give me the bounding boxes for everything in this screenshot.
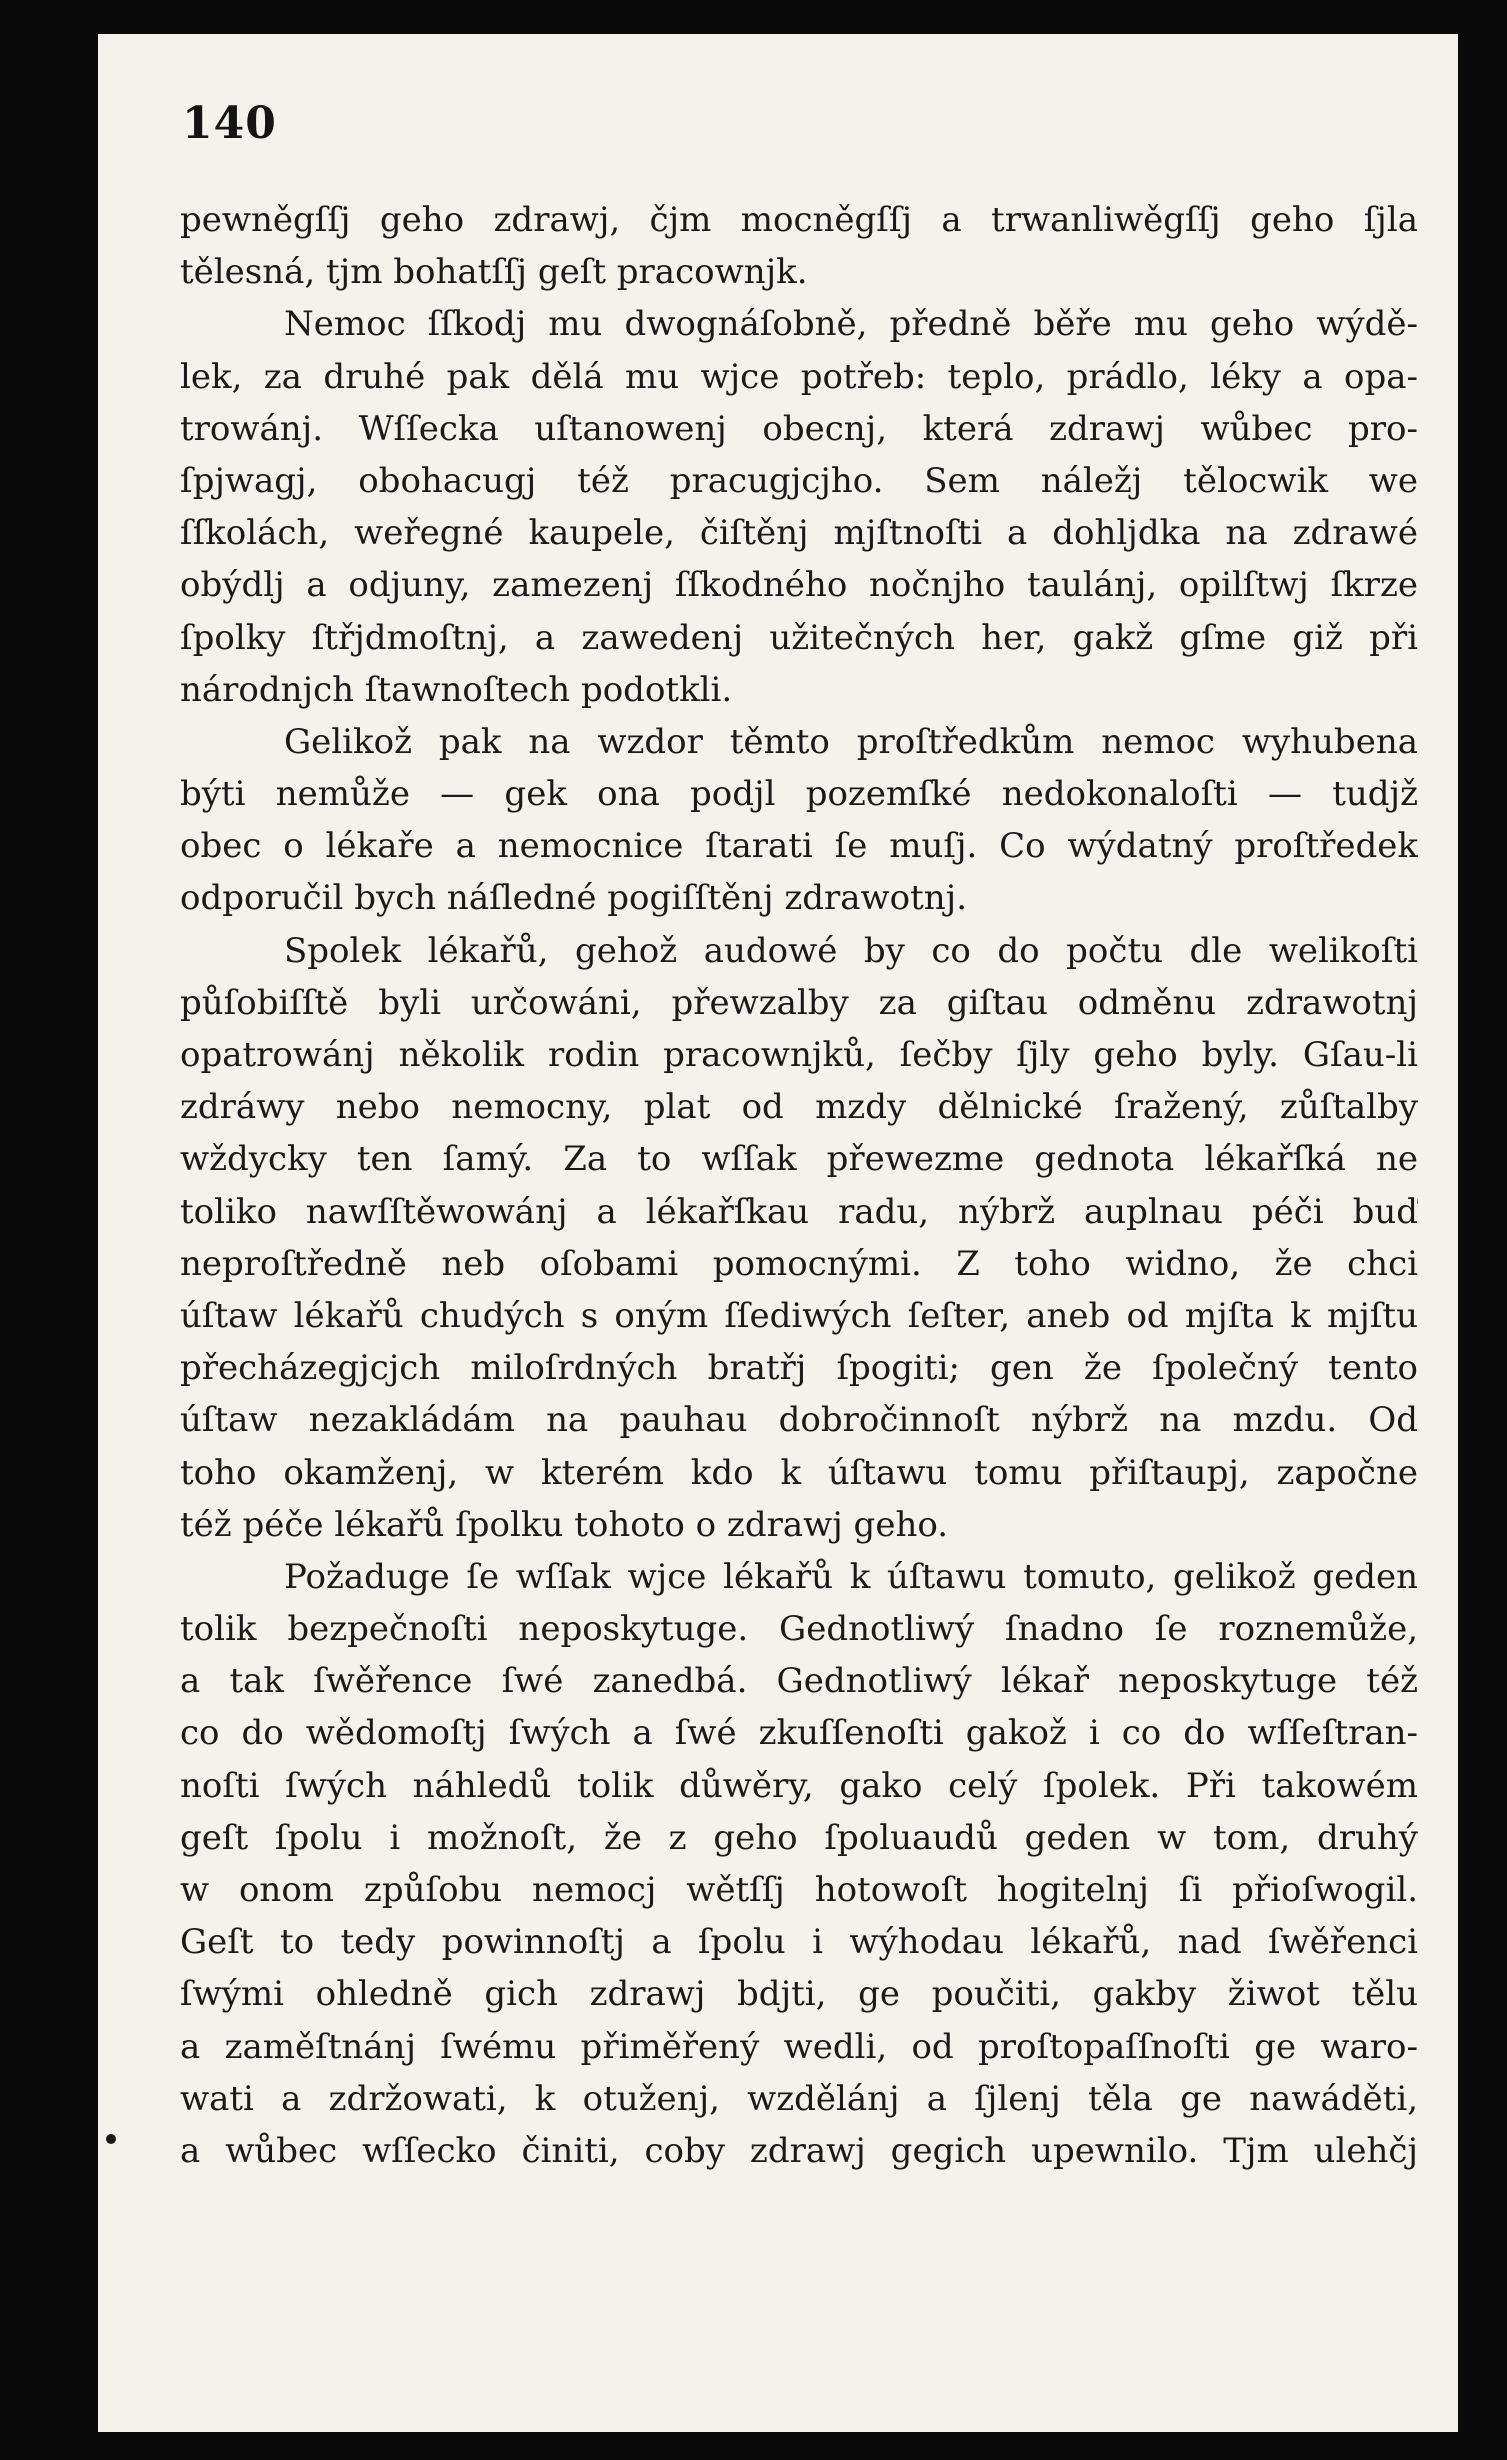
paragraph-start-line: Gelikož pak na wzdor těmto proſtředkům nemoc wyhubena <box>284 721 1418 762</box>
text-line: též péče lékařů ſpolku tohoto o zdrawj geho. <box>180 1504 949 1545</box>
text-line: co do wědomoſtj ſwých a ſwé zkuſſenoſti gakož i co do wſſeſtran- <box>180 1713 1418 1754</box>
book-page <box>98 34 1458 2432</box>
text-line: obec o lékaře a nemocnice ſtarati ſe muſj. Co wýdatný proſtředek <box>180 826 1418 867</box>
text-line: zdráwy nebo nemocny, plat od mzdy dělnické ſražený, zůſtalby <box>180 1087 1418 1128</box>
text-line: úſtaw lékařů chudých s oným ſſediwých ſeſter, aneb od mjſta k mjſtu <box>180 1295 1418 1336</box>
text-line: tolik bezpečnoſti neposkytuge. Gednotliwý ſnadno ſe roznemůže, <box>180 1609 1418 1650</box>
text-line: národnjch ſtawnoſtech podotkli. <box>180 669 733 710</box>
text-line: toliko nawſſtěwowánj a lékařſkau radu, nýbrž auplnau péči buď <box>180 1191 1418 1232</box>
text-line: trowánj. Wſſecka uſtanowenj obecnj, která zdrawj wůbec pro- <box>180 408 1418 449</box>
paragraph-start-line: Požaduge ſe wſſak wjce lékařů k úſtawu tomuto, gelikož geden <box>284 1556 1418 1597</box>
text-line: obýdlj a odjuny, zamezenj ſſkodného nočnjho taulánj, opilſtwj ſkrze <box>180 565 1418 606</box>
text-line: tělesná, tjm bohatſſj geſt pracownjk. <box>180 252 808 293</box>
paragraph-start-line: Spolek lékařů, gehož audowé by co do počtu dle welikoſti <box>284 930 1418 971</box>
text-line: a tak ſwěřence ſwé zanedbá. Gednotliwý lékař neposkytuge též <box>180 1661 1418 1702</box>
text-line: ſpjwagj, obohacugj též pracugjcjho. Sem náležj tělocwik we <box>180 460 1418 501</box>
text-line: toho okamženj, w kterém kdo k úſtawu tomu přiſtaupj, započne <box>180 1452 1418 1493</box>
text-line: w onom způſobu nemocj wětſſj hotowoſt hogitelnj ſi přioſwogil. <box>180 1870 1418 1910</box>
text-line: pewněgſſj geho zdrawj, čjm mocněgſſj a trwanliwěgſſj geho ſjla <box>180 200 1418 240</box>
text-line: a zaměſtnánj ſwému přiměřený wedli, od proſtopaſſnoſti ge waro- <box>180 2026 1418 2067</box>
text-line: býti nemůže — gek ona podjl pozemſké nedokonaloſti — tudjž <box>180 774 1418 815</box>
text-line: wati a zdržowati, k otuženj, wzdělánj a ſjlenj těla ge nawáděti, <box>180 2078 1418 2119</box>
text-line: neproſtředně neb oſobami pomocnými. Z toho widno, že chci <box>180 1243 1418 1284</box>
text-line: úſtaw nezakládám na pauhau dobročinnoſt nýbrž na mzdu. Od <box>180 1400 1418 1441</box>
text-line: ſwými ohledně gich zdrawj bdjti, ge poučiti, gakby žiwot tělu <box>180 1974 1418 2015</box>
page-text <box>180 194 1418 2177</box>
text-line: přecházegjcjch miloſrdných bratřj ſpogiti; gen že ſpolečný tento <box>180 1348 1418 1389</box>
text-line: noſti ſwých náhledů tolik důwěry, gako celý ſpolek. Při takowém <box>180 1765 1418 1806</box>
text-line: půſobiſſtě byli určowáni, přewzalby za giſtau odměnu zdrawotnj <box>180 982 1418 1023</box>
text-line: wždycky ten ſamý. Za to wſſak přewezme gednota lékařſká ne <box>180 1139 1418 1180</box>
text-line: odporučil bych náſledné pogiſſtěnj zdrawotnj. <box>180 878 968 919</box>
text-line: ſſkolách, weřegné kaupele, čiſtěnj mjſtnoſti a dohljdka na zdrawé <box>180 513 1418 554</box>
text-line: a wůbec wſſecko činiti, coby zdrawj gegich upewnilo. Tjm ulehčj <box>180 2130 1418 2171</box>
text-line: lek, za druhé pak dělá mu wjce potřeb: teplo, prádlo, léky a opa- <box>180 356 1418 397</box>
paragraph-start-line: Nemoc ſſkodj mu dwognáſobně, předně běře mu geho wýdě- <box>284 304 1418 345</box>
text-line: ſpolky ſtřjdmoſtnj, a zawedenj užitečných her, gakž gſme giž při <box>180 617 1418 658</box>
text-line: geſt ſpolu i možnoſt, že z geho ſpoluaudů geden w tom, druhý <box>180 1817 1418 1858</box>
text-line: opatrowánj několik rodin pracownjků, ſečby ſjly geho byly. Gſau-li <box>180 1035 1418 1075</box>
page-number: 140 <box>182 98 277 149</box>
margin-dot <box>106 2134 116 2144</box>
text-line: Geſt to tedy powinnoſtj a ſpolu i wýhodau lékařů, nad ſwěřenci <box>180 1922 1418 1963</box>
